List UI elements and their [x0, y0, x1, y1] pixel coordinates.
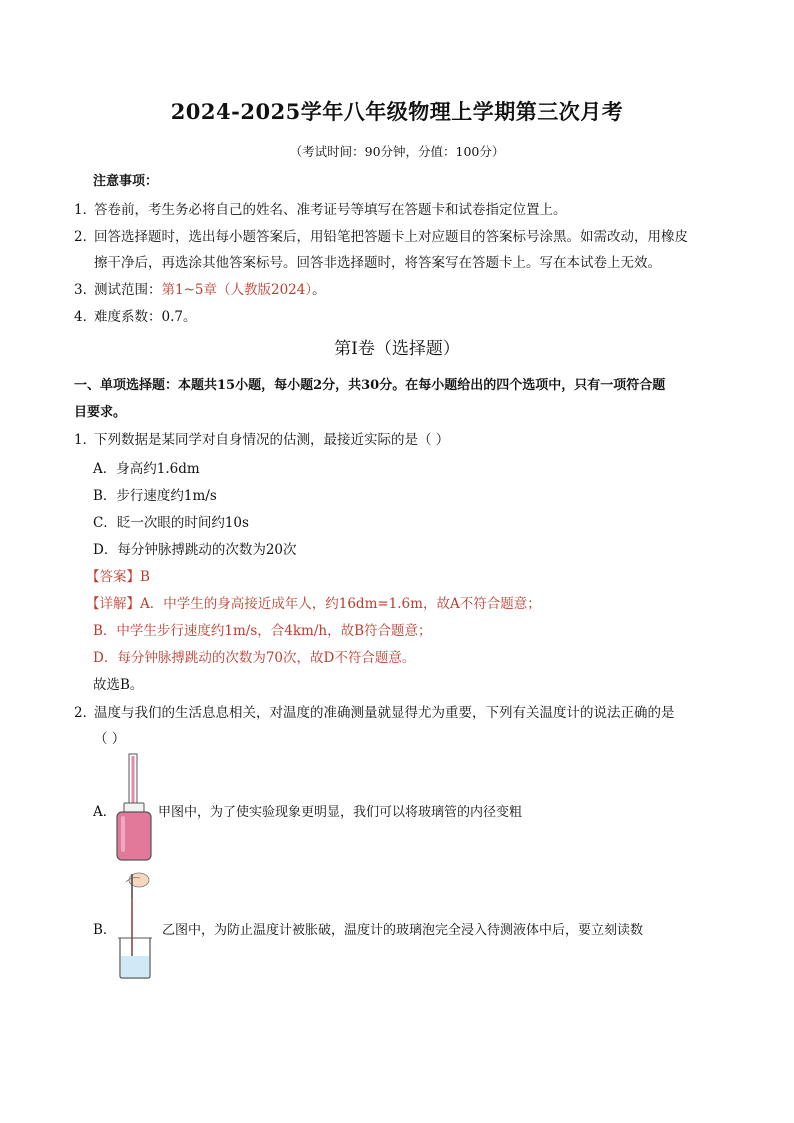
question-2-option-a-label: A． [93, 804, 117, 820]
question-1-stem: 1．下列数据是某同学对自身情况的估测，最接近实际的是（ ） [74, 432, 450, 448]
exam-info: （考试时间：90分钟，分值：100分） [289, 144, 505, 159]
notice-item-3: 3．测试范围：第1~5章（人教版2024）。 [74, 282, 326, 298]
question-2-option-a-text: 甲图中，为了使实验现象更明显，我们可以将玻璃管的内径变粗 [158, 805, 523, 820]
part-one-heading-continued: 目要求。 [74, 405, 127, 420]
question-1-option-c: C．眨一次眼的时间约10s [93, 515, 249, 531]
question-2-option-b-text: 乙图中，为防止温度计被胀破，温度计的玻璃泡完全浸入待测液体中后，要立刻读数 [162, 923, 644, 938]
question-1-option-d: D．每分钟脉搏跳动的次数为20次 [93, 542, 297, 558]
section-title: 第Ⅰ卷（选择题） [334, 339, 460, 359]
notice-item-4: 4．难度系数：0.7。 [74, 309, 197, 325]
page-title: 2024-2025学年八年级物理上学期第三次月考 [170, 99, 624, 124]
question-1-detail-d: D．每分钟脉搏跳动的次数为70次，故D不符合题意。 [93, 650, 416, 666]
notice-item-1: 1．答卷前，考生务必将自己的姓名、准考证号等填写在答题卡和试卷指定位置上。 [74, 202, 567, 218]
question-2-paren: （ ） [94, 731, 126, 747]
question-2-option-b-label: B． [93, 922, 117, 938]
question-1-option-a: A．身高约1.6dm [93, 461, 200, 477]
part-one-heading: 一、单项选择题：本题共15小题，每小题2分，共30分。在每小题给出的四个选项中，只有一项符合题 [74, 378, 666, 393]
question-2-stem: 2．温度与我们的生活息息相关，对温度的准确测量就显得尤为重要，下列有关温度计的说法正确的是 [74, 705, 675, 721]
thermometer-beaker-figure [114, 868, 158, 980]
question-1-detail-b: B．中学生步行速度约1m/s，合4km/h，故B符合题意； [93, 623, 432, 639]
test-scope: 第1~5章（人教版2024） [161, 282, 313, 298]
question-1-detail-a: 【详解】A．中学生的身高接近成年人，约16dm=1.6m，故A不符合题意； [86, 596, 541, 612]
notice-item-2: 2．回答选择题时，选出每小题答案后，用铅笔把答题卡上对应题目的答案标号涂黑。如需改动，用橡皮 [74, 229, 688, 245]
notice-item-2-continued: 擦干净后，再选涂其他答案标号。回答非选择题时，将答案写在答题卡上。写在本试卷上无效。 [94, 255, 661, 271]
question-1-answer: 【答案】B [86, 569, 150, 585]
notice-heading: 注意事项： [93, 174, 159, 189]
question-1-conclusion: 故选B。 [93, 677, 144, 693]
question-1-option-b: B．步行速度约1m/s [93, 488, 217, 504]
flask-figure [112, 752, 156, 862]
